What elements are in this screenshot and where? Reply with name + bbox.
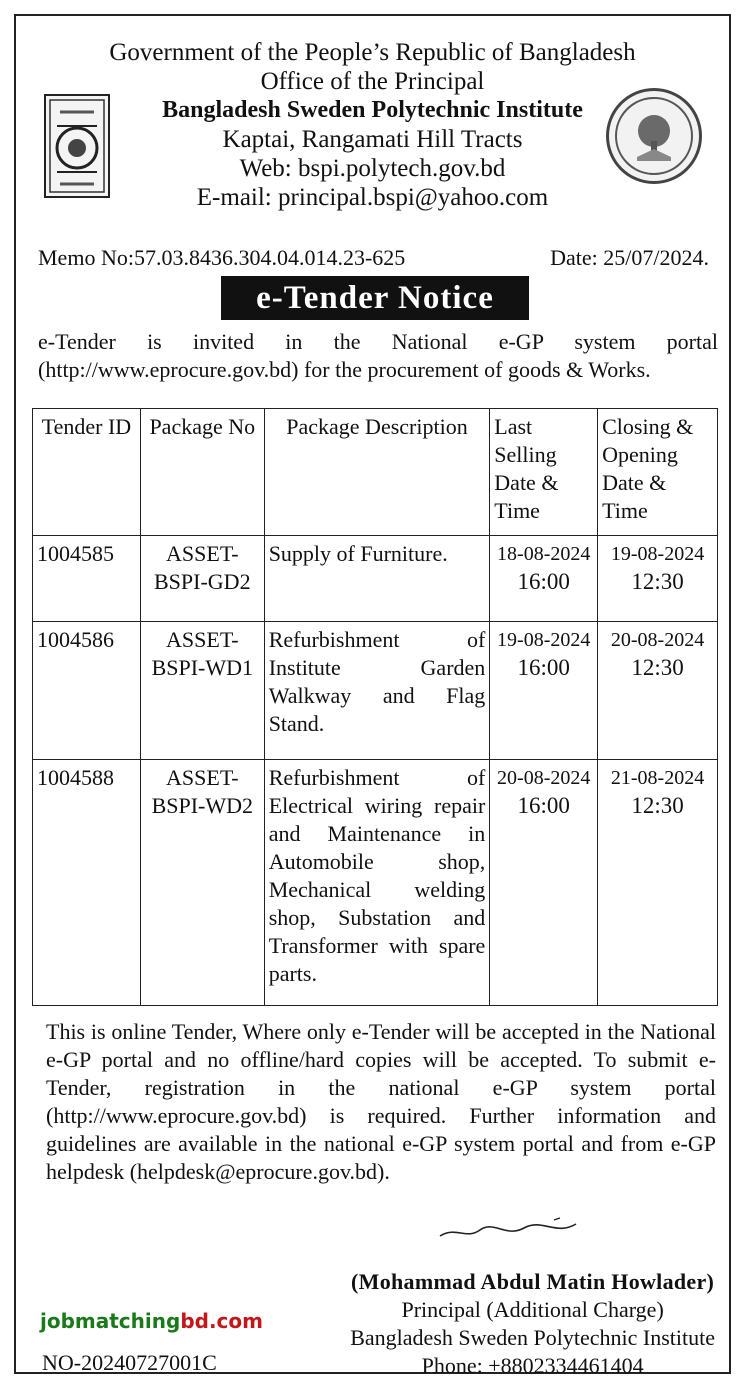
table-row bbox=[33, 622, 718, 760]
watermark-part2: bd.com bbox=[180, 1309, 263, 1333]
institute-name: Bangladesh Sweden Polytechnic Institute bbox=[162, 97, 583, 123]
package-description: Supply of Furniture. bbox=[264, 536, 490, 622]
last-selling-cell bbox=[490, 536, 598, 622]
institute-email: E-mail: principal.bspi@yahoo.com bbox=[196, 184, 549, 211]
last-selling-date: 18-08-2024 bbox=[497, 543, 591, 565]
tender-id: 1004586 bbox=[33, 622, 141, 760]
package-no: ASSET-BSPI-WD1 bbox=[140, 622, 264, 760]
last-selling-time: 16:00 bbox=[517, 793, 570, 818]
institute-website: Web: bspi.polytech.gov.bd bbox=[239, 155, 506, 182]
notice-title: e-Tender Notice bbox=[221, 276, 529, 320]
government-line: Government of the People’s Republic of Bangladesh bbox=[109, 39, 636, 66]
table-row bbox=[33, 760, 718, 1006]
last-selling-date: 20-08-2024 bbox=[497, 767, 591, 789]
header-tender-id: Tender ID bbox=[33, 409, 141, 536]
package-no: ASSET-BSPI-WD2 bbox=[140, 760, 264, 1006]
signatory-phone: Phone: +8802334461404 bbox=[421, 1353, 644, 1378]
letterhead bbox=[16, 38, 729, 212]
closing-opening-time: 12:30 bbox=[631, 569, 684, 594]
header-last-selling: Last Selling Date & Time bbox=[490, 409, 598, 536]
tender-id: 1004588 bbox=[33, 760, 141, 1006]
closing-opening-date: 21-08-2024 bbox=[610, 767, 705, 789]
closing-opening-time: 12:30 bbox=[631, 655, 684, 680]
closing-opening-cell bbox=[598, 536, 718, 622]
header-package-no: Package No bbox=[140, 409, 264, 536]
closing-opening-cell bbox=[598, 760, 718, 1006]
last-selling-time: 16:00 bbox=[517, 655, 570, 680]
closing-opening-time: 12:30 bbox=[631, 793, 684, 818]
tender-id: 1004585 bbox=[33, 536, 141, 622]
package-no: ASSET-BSPI-GD2 bbox=[140, 536, 264, 622]
institute-address: Kaptai, Rangamati Hill Tracts bbox=[222, 126, 523, 153]
signatory-designation: Principal (Additional Charge) bbox=[401, 1297, 664, 1322]
watermark-part1: jobmatching bbox=[40, 1309, 181, 1333]
header-closing-opening: Closing & Opening Date & Time bbox=[598, 409, 718, 536]
reference-number: NO-20240727001C bbox=[42, 1350, 217, 1375]
tender-notice-document bbox=[14, 14, 731, 1378]
closing-opening-date: 20-08-2024 bbox=[610, 629, 705, 651]
header-package-description: Package Description bbox=[264, 409, 490, 536]
signatory-institute: Bangladesh Sweden Polytechnic Institute bbox=[350, 1325, 715, 1350]
memo-date: Date: 25/07/2024. bbox=[550, 245, 709, 270]
memo-number: Memo No:57.03.8436.304.04.014.23-625 bbox=[38, 245, 406, 270]
handwritten-signature bbox=[436, 1216, 586, 1246]
office-line: Office of the Principal bbox=[260, 68, 485, 95]
last-selling-date: 19-08-2024 bbox=[497, 629, 591, 651]
signatory-block bbox=[350, 1268, 715, 1380]
signatory-name: (Mohammad Abdul Matin Howlader) bbox=[351, 1269, 715, 1294]
closing-opening-date: 19-08-2024 bbox=[610, 543, 705, 565]
package-description: Refurbishment of Institute Garden Walkway and Flag Stand. bbox=[264, 622, 490, 760]
instructions-paragraph: This is online Tender, Where only e-Tender will be accepted in the National e-GP portal and no offline/hard copies will be accepted. To submit e-Tender, registration in the national e-GP system portal (http://www.eprocure.gov.bd) is required. Further information and guidelines are available in the national e-GP system portal and from e-GP helpdesk (helpdesk@eprocure.gov.bd). bbox=[46, 1019, 716, 1184]
intro-paragraph: e-Tender is invited in the National e-GP system portal (http://www.eprocure.gov.bd) for the procurement of goods & Works. bbox=[38, 329, 718, 382]
last-selling-cell bbox=[490, 622, 598, 760]
last-selling-time: 16:00 bbox=[517, 569, 570, 594]
table-row bbox=[33, 536, 718, 622]
tender-table bbox=[32, 408, 718, 1006]
table-header-row bbox=[33, 409, 718, 536]
last-selling-cell bbox=[490, 760, 598, 1006]
closing-opening-cell bbox=[598, 622, 718, 760]
watermark-logo bbox=[40, 1310, 263, 1332]
package-description: Refurbishment of Electrical wiring repair and Maintenance in Automobile shop, Mechanical welding shop, Substation and Transformer with spare parts. bbox=[264, 760, 490, 1006]
